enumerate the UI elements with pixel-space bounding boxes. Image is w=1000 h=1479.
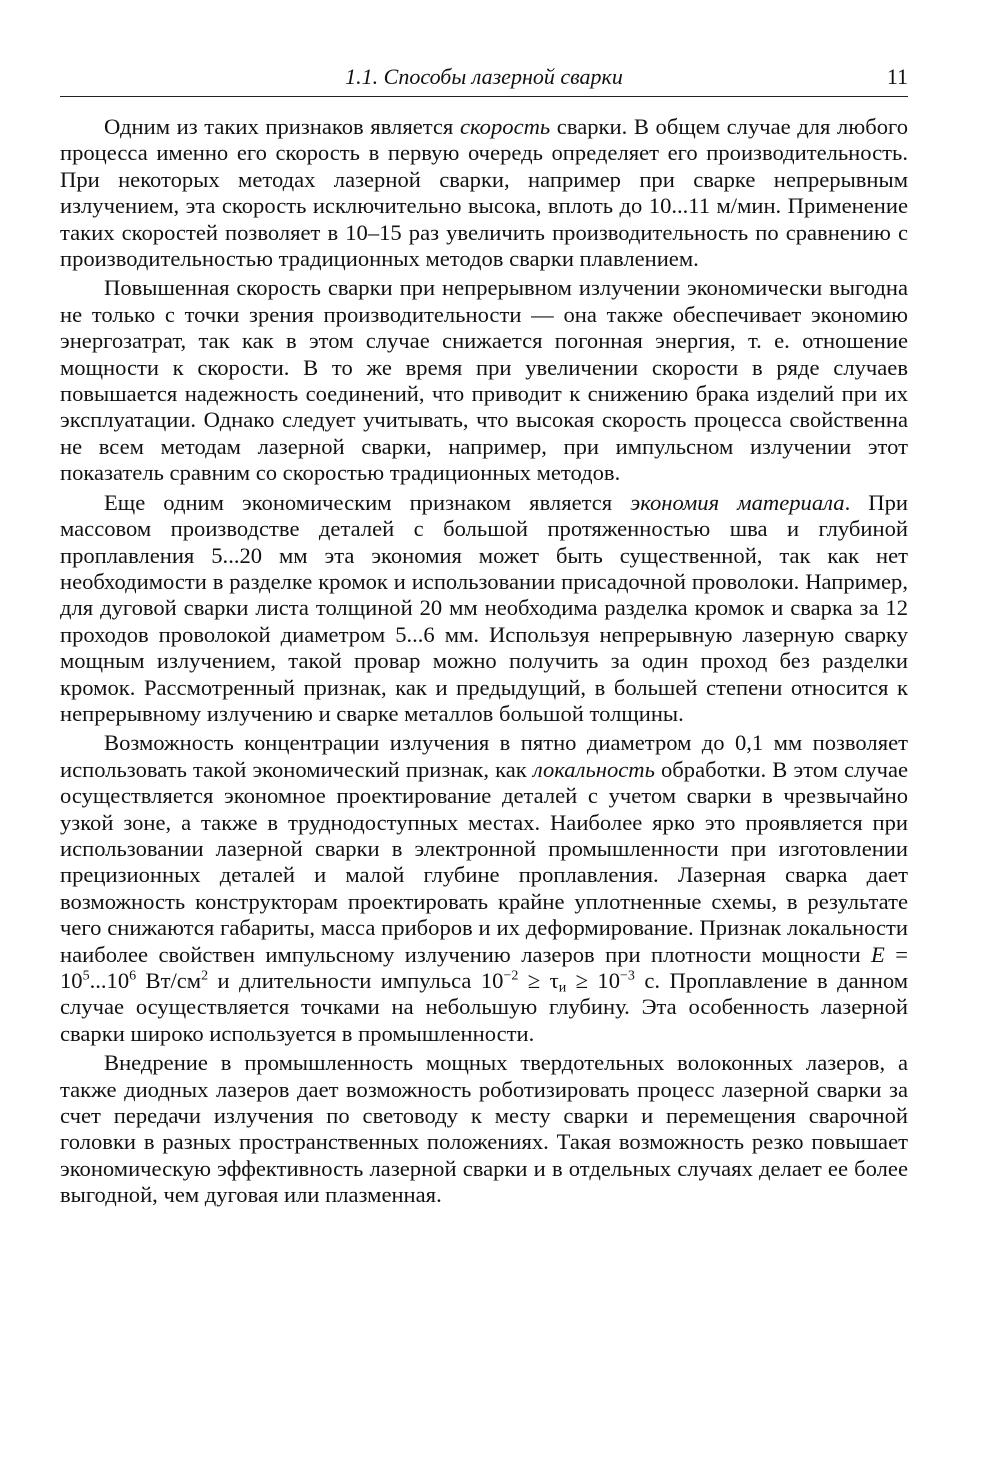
paragraph-material <box>60 490 908 728</box>
body-text <box>60 114 908 1212</box>
section-title: 1.1. Способы лазерной сварки <box>345 64 623 89</box>
text-run: и длительности импульса 10 <box>208 968 504 993</box>
text-run: обработки. В этом случае осуществляется экономное проектирование деталей с учетом сварки в чрезвычайно узкой зоне, а также в труднодоступных местах. Наиболее ярко это проявляется при использовании лазерной сварки в электронной промышленности при изготовлении прецизионных деталей и малой глубине проплавления. Лазерная сварка дает возможность конструкторам проектировать крайне уплотненные схемы, в результате чего снижаются габариты, масса приборов и их деформирование. Признак локальности наиболее свойствен импульсному излучению лазеров при плотности мощности <box>60 756 909 967</box>
text-run: Одним из таких признаков является <box>104 114 460 139</box>
paragraph-energy: Повышенная скорость сварки при непрерывном излучении экономически выгодна не только с точки зрения производительности — она также обеспечивает экономию энергозатрат, так как в этом случае снижается погонная энергия, т. е. отношение мощности к скорости. В то же время при увеличении скорости в ряде случаев повышается надежность соединений, что приводит к снижению брака изделий при их эксплуатации. Однако следует учитывать, что высокая скорость процесса свойственна не всем методам лазерной сварки, например, при импульсном излучении этот показатель сравним со скоростью традиционных методов. <box>60 275 908 486</box>
paragraph-speed <box>60 114 908 272</box>
formula-exponent: −3 <box>620 968 635 984</box>
text-run: с. Проплавление в данном случае осуществляется точками на небольшую глубину. Эта особенность лазерной сварки широко используется в промышленности. <box>60 968 909 1046</box>
formula-subscript: и <box>558 980 567 996</box>
text-run: Возможность концентрации излучения в пятно диаметром до 0,1 мм позволяет использовать такой экономический признак, как <box>60 730 908 782</box>
paragraph-robotization: Внедрение в промышленность мощных твердотельных волоконных лазеров, а также диодных лазеров дает возможность роботизировать процесс лазерной сварки за счет передачи излучения по световоду к месту сварки и перемещения сварочной головки в разных пространственных положениях. Такая возможность резко повышает экономическую эффективность лазерной сварки и в отдельных случаях делает ее более выгодной, чем дуговая или плазменная. <box>60 1050 908 1208</box>
text-run: Еще одним экономическим признаком является <box>104 489 631 515</box>
page-number: 11 <box>886 64 908 89</box>
formula-variable: E <box>871 941 885 967</box>
formula-text: = 10 <box>60 941 909 993</box>
emphasis-term: экономия материала <box>630 489 845 515</box>
text-run: . При массовом производстве деталей с большой протяженностью шва и глубиной проплавления 5...20 мм эта экономия может быть существенной, так как нет необходимости в разделке кромок и использовании присадочной проволоки. Например, для дуговой сварки листа толщиной 20 мм необходима разделка кромок и сварка за 12 проходов проволокой диаметром 5...6 мм. Используя непрерывную лазерную сварку мощным излучением, такой провар можно получить за один проход без разделки кромок. Рассмотренный признак, как и предыдущий, в большей степени относится к непрерывному излучению и сварке металлов большой толщины. <box>60 489 908 726</box>
formula-text: ≥ 10 <box>566 968 621 993</box>
text-run: сварки. В общем случае для любого процесса именно его скорость в первую очередь определяет его производительность. При некоторых методах лазерной сварки, например при сварке непрерывным излучением, эта скорость исключительно высока, вплоть до 10...11 м/мин. Применение таких скоростей позволяет в 10–15 раз увеличить производительность по сравнению с производительностью традиционных методов сварки плавлением. <box>60 114 909 272</box>
running-header <box>60 62 908 97</box>
emphasis-term: скорость <box>459 114 551 139</box>
paragraph-locality <box>60 730 908 1047</box>
formula-exponent: 2 <box>201 968 209 984</box>
formula-text: ≥ τ <box>518 968 559 993</box>
formula-exponent: 5 <box>82 968 90 984</box>
emphasis-term: локальность <box>532 756 655 782</box>
formula-text: ...10 <box>89 968 130 993</box>
formula-exponent: −2 <box>503 968 519 984</box>
formula-unit: Вт/см <box>136 968 202 993</box>
formula-exponent: 6 <box>129 968 137 984</box>
